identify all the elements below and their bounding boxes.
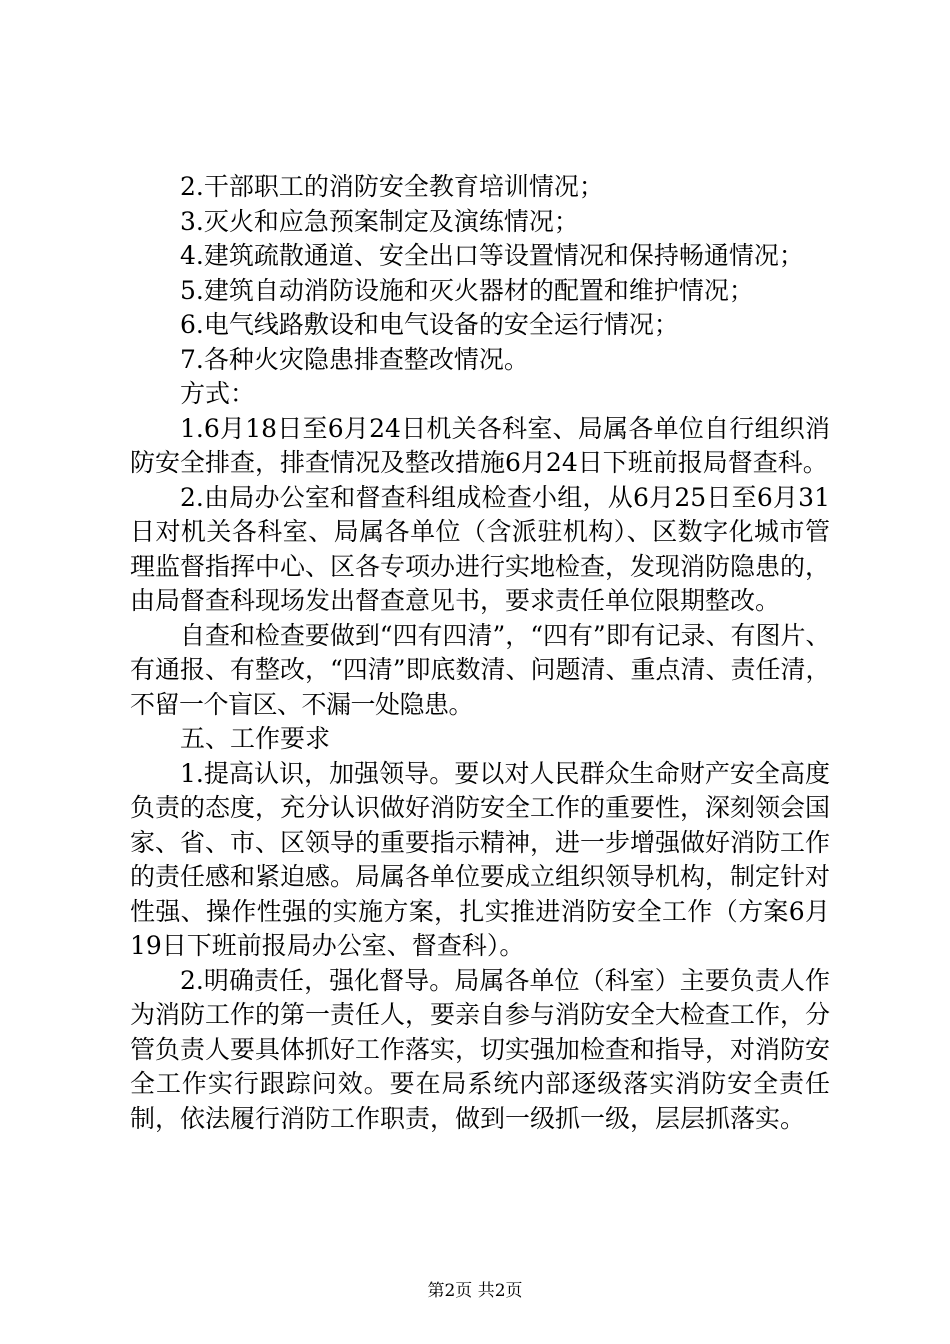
- method-item-1: 1.6月18日至6月24日机关各科室、局属各单位自行组织消防安全排查，排查情况及整改措施6月24日下班前报局督查科。: [130, 413, 830, 477]
- section-heading-requirements: 五、工作要求: [180, 724, 331, 753]
- list-item-3: 3.灭火和应急预案制定及演练情况；: [180, 206, 579, 236]
- method-item-2: 2.由局办公室和督查科组成检查小组，从6月25日至6月31日对机关各科室、局属各单位（含派驻机构）、区数字化城市管理监督指挥中心、区各专项办进行实地检查，发现消防隐患的，由局督查科现场发出督查意见书，要求责任单位限期整改。: [130, 482, 831, 615]
- requirement-item-2: 2.明确责任，强化督导。局属各单位（科室）主要负责人作为消防工作的第一责任人，要亲自参与消防安全大检查工作，分管负责人要具体抓好工作落实，切实强加检查和指导，对消防安全工作实行跟踪问效。要在局系统内部逐级落实消防安全责任制，依法履行消防工作职责，做到一级抓一级，层层抓落实。: [130, 965, 831, 1133]
- list-item-2: 2.干部职工的消防安全教育培训情况；: [180, 172, 604, 201]
- method-heading: 方式：: [180, 379, 256, 408]
- list-item-6: 6.电气线路敷设和电气设备的安全运行情况；: [180, 310, 679, 339]
- list-item-7: 7.各种火灾隐患排查整改情况。: [180, 344, 529, 374]
- list-item-5: 5.建筑自动消防设施和灭火器材的配置和维护情况；: [180, 275, 754, 305]
- requirement-item-1: 1.提高认识，加强领导。要以对人民群众生命财产安全高度负责的态度，充分认识做好消防安全工作的重要性，深刻领会国家、省、市、区领导的重要指示精神，进一步增强做好消防工作的责任感和紧迫感。局属各单位要成立组织领导机构，制定针对性强、操作性强的实施方案，扎实推进消防安全工作（方案6月19日下班前报局办公室、督查科）。: [130, 758, 831, 960]
- inspection-standard-paragraph: 自查和检查要做到“四有四清”，“四有”即有记录、有图片、有通报、有整改，“四清”即底数清、问题清、重点清、责任清，不留一个盲区、不漏一处隐患。: [130, 620, 830, 719]
- document-body: [130, 170, 830, 1136]
- list-item-4: 4.建筑疏散通道、安全出口等设置情况和保持畅通情况；: [180, 241, 804, 270]
- page-footer: 第2页 共2页: [427, 1281, 523, 1301]
